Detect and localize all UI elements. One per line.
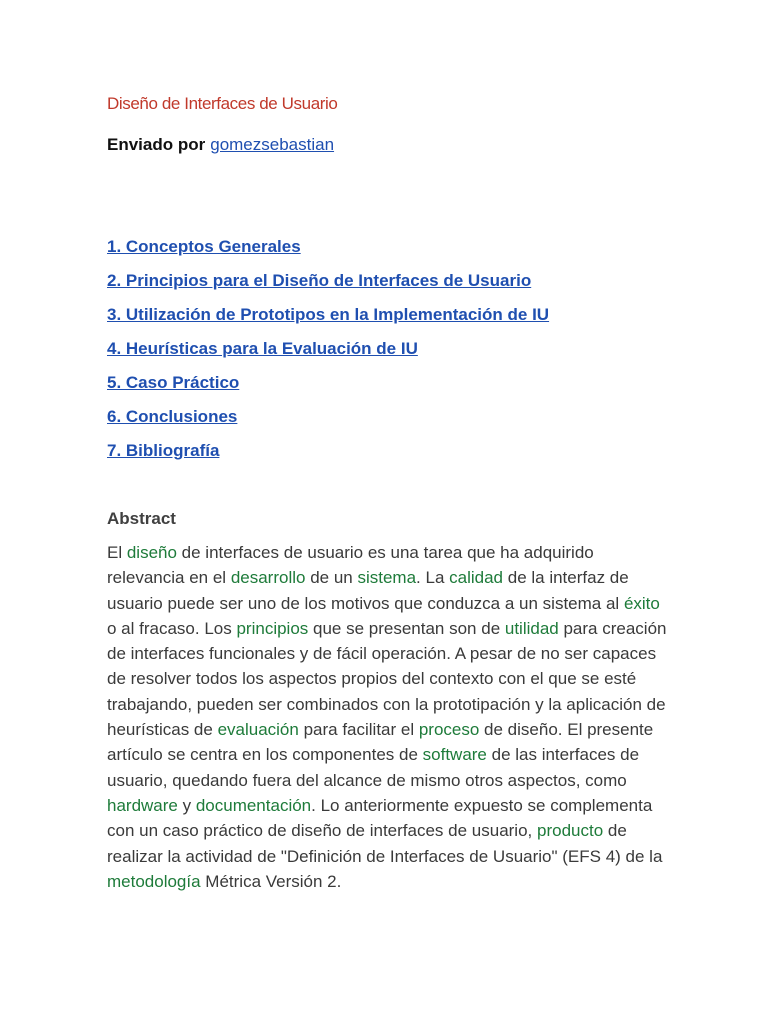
toc-link-conclusiones[interactable]: 6. Conclusiones xyxy=(107,407,238,426)
keyword-link[interactable]: principios xyxy=(236,618,309,638)
keyword-link[interactable]: hardware xyxy=(107,795,178,815)
keyword-link[interactable]: documentación xyxy=(195,795,312,815)
abstract-text: . Lo anteriormente expuesto se complementa con un caso práctico de diseño de interfaces de usuario, xyxy=(107,795,653,841)
toc-link-heuristicas[interactable]: 4. Heurísticas para la Evaluación de IU xyxy=(107,339,418,358)
abstract-text: para facilitar el xyxy=(298,720,419,740)
keyword-link[interactable]: proceso xyxy=(418,720,480,740)
abstract-text: . La xyxy=(416,568,450,588)
abstract-text: de las interfaces de usuario, quedando fuera del alcance de mismo otros aspectos, como xyxy=(107,745,640,790)
toc-link-conceptos-generales[interactable]: 1. Conceptos Generales xyxy=(107,237,301,256)
keyword-link[interactable]: utilidad xyxy=(504,618,559,638)
abstract-text: de un xyxy=(305,568,358,588)
keyword-link[interactable]: producto xyxy=(537,821,604,841)
keyword-link[interactable]: desarrollo xyxy=(230,568,306,588)
toc-item xyxy=(107,371,549,405)
keyword-link[interactable]: diseño xyxy=(126,543,177,562)
keyword-link[interactable]: calidad xyxy=(449,568,504,588)
byline xyxy=(107,133,667,157)
abstract-text: o al fracaso. Los xyxy=(107,618,237,638)
abstract-text: de realizar la actividad de "Definición de Interfaces de Usuario" (EFS 4) de la xyxy=(107,821,663,866)
table-of-contents xyxy=(107,235,549,473)
byline-prefix: Enviado por xyxy=(107,135,206,154)
keyword-link[interactable]: software xyxy=(422,745,487,765)
toc-item xyxy=(107,337,549,371)
author-link[interactable]: gomezsebastian xyxy=(210,135,335,154)
abstract-text: de diseño. El presente artículo se centra en los componentes de xyxy=(107,720,654,765)
abstract-text: de la interfaz de usuario puede ser uno de los motivos que conduzca a un sistema al xyxy=(107,568,629,613)
abstract-text: y xyxy=(177,795,196,815)
abstract-heading: Abstract xyxy=(107,509,176,528)
abstract-body xyxy=(107,540,667,894)
abstract-text: que se presentan son de xyxy=(308,618,505,638)
toc-item xyxy=(107,269,549,303)
toc-link-bibliografia[interactable]: 7. Bibliografía xyxy=(107,441,220,460)
document-page xyxy=(107,92,667,891)
abstract-text: de interfaces de usuario es una tarea que ha adquirido relevancia en el xyxy=(107,543,594,588)
keyword-link[interactable]: evaluación xyxy=(217,720,299,740)
document-title: Diseño de Interfaces de Usuario xyxy=(107,94,338,113)
toc-item xyxy=(107,439,549,473)
abstract-text: Métrica Versión 2. xyxy=(200,871,342,891)
keyword-link[interactable]: éxito xyxy=(623,593,660,613)
toc-link-caso-practico[interactable]: 5. Caso Práctico xyxy=(107,373,240,392)
keyword-link[interactable]: sistema xyxy=(357,568,417,588)
toc-item xyxy=(107,235,549,269)
abstract-text: para creación de interfaces funcionales y de fácil operación. A pesar de no ser capaces de resolver todos los aspectos propios del contexto con el que se esté trabajando, pueden ser combinados con la prototipación y la aplicación de heurísticas de xyxy=(107,618,667,740)
toc-item xyxy=(107,405,549,439)
toc-item xyxy=(107,303,549,337)
abstract-text: El xyxy=(107,543,127,562)
toc-link-principios[interactable]: 2. Principios para el Diseño de Interfaces de Usuario xyxy=(107,271,532,290)
toc-link-prototipos[interactable]: 3. Utilización de Prototipos en la Implementación de IU xyxy=(107,305,550,324)
keyword-link[interactable]: metodología xyxy=(107,871,201,891)
